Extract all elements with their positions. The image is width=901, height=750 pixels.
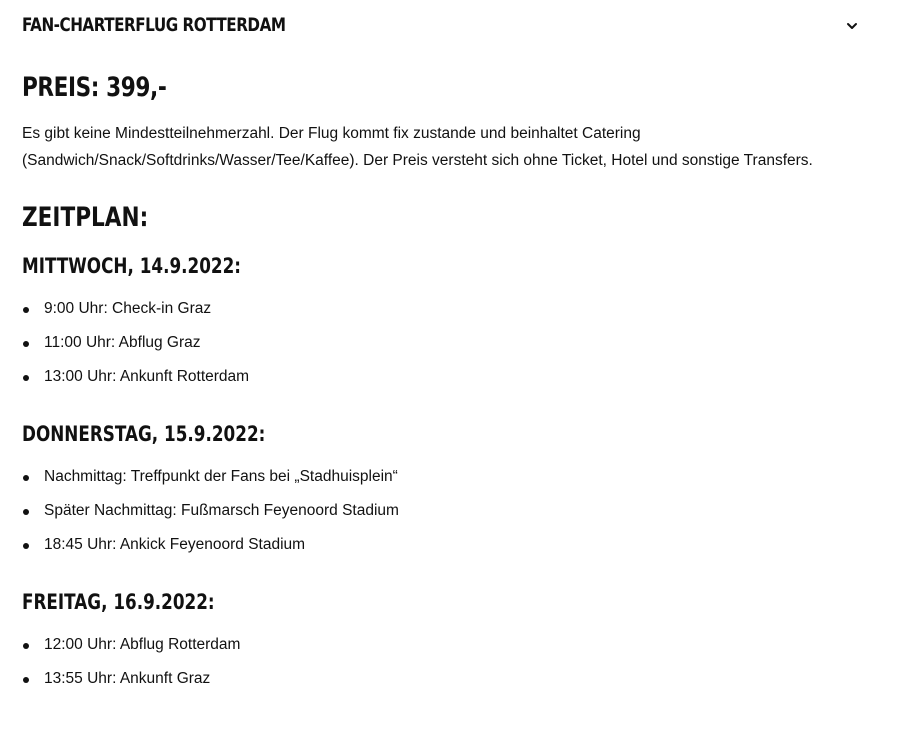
event-text: 13:55 Uhr: Ankunft Graz	[44, 670, 211, 687]
bullet-icon	[23, 307, 29, 313]
accordion-header[interactable]	[0, 0, 901, 50]
event-text: 18:45 Uhr: Ankick Feyenoord Stadium	[44, 536, 306, 553]
event-list-wednesday	[22, 292, 872, 394]
event-text: Nachmittag: Treffpunkt der Fans bei „Stadhuisplein“	[44, 468, 398, 485]
event-text: 13:00 Uhr: Ankunft Rotterdam	[44, 368, 250, 385]
list-item	[22, 460, 872, 494]
accordion-content	[22, 70, 872, 696]
price-description: Es gibt keine Mindestteilnehmerzahl. Der Flug kommt fix zustande und beinhaltet Catering (Sandwich/Snack/Softdrinks/Wasser/Tee/Kaffee). Der Preis versteht sich ohne Ticket, Hotel und sonstige Transfers.	[22, 125, 813, 169]
event-text: Später Nachmittag: Fußmarsch Feyenoord Stadium	[44, 502, 399, 519]
list-item	[22, 326, 872, 360]
day-heading-thursday: DONNERSTAG, 15.9.2022:	[22, 422, 266, 446]
day-heading-wednesday: MITTWOCH, 14.9.2022:	[22, 254, 242, 278]
list-item	[22, 662, 872, 696]
event-text: 9:00 Uhr: Check-in Graz	[44, 300, 212, 317]
list-item	[22, 494, 872, 528]
accordion-title[interactable]: FAN-CHARTERFLUG ROTTERDAM	[22, 14, 286, 36]
event-list-thursday	[22, 460, 872, 562]
list-item	[22, 528, 872, 562]
chevron-down-icon[interactable]	[845, 20, 859, 32]
bullet-icon	[23, 475, 29, 481]
event-text: 11:00 Uhr: Abflug Graz	[44, 334, 201, 351]
event-text: 12:00 Uhr: Abflug Rotterdam	[44, 636, 241, 653]
schedule-heading: ZEITPLAN:	[22, 202, 149, 233]
list-item	[22, 628, 872, 662]
list-item	[22, 292, 872, 326]
list-item	[22, 360, 872, 394]
bullet-icon	[23, 677, 29, 683]
bullet-icon	[23, 643, 29, 649]
bullet-icon	[23, 509, 29, 515]
bullet-icon	[23, 341, 29, 347]
day-heading-friday: FREITAG, 16.9.2022:	[22, 590, 215, 614]
event-list-friday	[22, 628, 872, 696]
bullet-icon	[23, 375, 29, 381]
price-heading: PREIS: 399,-	[22, 72, 167, 103]
bullet-icon	[23, 543, 29, 549]
